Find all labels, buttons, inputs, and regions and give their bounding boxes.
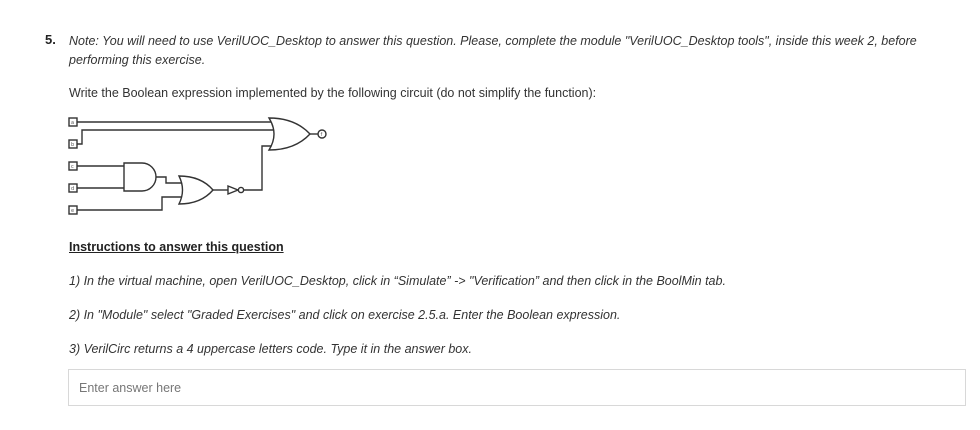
or-gate-middle — [179, 176, 213, 204]
and-gate — [124, 163, 156, 191]
instructions-title: Instructions to answer this question — [69, 240, 284, 254]
wire-b — [77, 130, 286, 144]
wire-e — [77, 197, 183, 210]
wire-and-out — [154, 177, 183, 183]
output-pin-f — [318, 130, 326, 138]
wire-not-out — [244, 146, 286, 190]
instruction-step-3: 3) VerilCirc returns a 4 uppercase letters code. Type it in the answer box. — [69, 342, 472, 356]
svg-text:c: c — [71, 164, 74, 170]
instruction-step-1: 1) In the virtual machine, open VerilUOC_Desktop, click in “Simulate” -> "Verification” and then click in the BoolMin tab. — [69, 274, 726, 288]
input-pin-b — [69, 140, 77, 148]
question-note: Note: You will need to use VerilUOC_Desktop to answer this question. Please, complete the module "VerilUOC_Desktop tools", inside this week 2, before performing this exercise. — [69, 34, 917, 67]
input-pin-c — [69, 162, 77, 170]
svg-text:f: f — [320, 132, 323, 138]
not-bubble — [238, 187, 243, 192]
circuit-diagram — [66, 114, 346, 218]
answer-input[interactable] — [68, 369, 966, 406]
question-number: 5. — [45, 32, 56, 47]
svg-text:b: b — [71, 142, 75, 148]
svg-text:e: e — [71, 208, 75, 214]
not-gate — [228, 186, 238, 194]
instruction-step-2: 2) In "Module" select "Graded Exercises" and click on exercise 2.5.a. Enter the Boolean expression. — [69, 308, 621, 322]
svg-text:a: a — [71, 120, 75, 126]
question-prompt: Write the Boolean expression implemented by the following circuit (do not simplify the function): — [69, 86, 597, 100]
input-pin-a — [69, 118, 77, 126]
input-pin-d — [69, 184, 77, 192]
or-gate-final — [269, 118, 310, 150]
input-pin-e — [69, 206, 77, 214]
svg-text:d: d — [71, 186, 75, 192]
